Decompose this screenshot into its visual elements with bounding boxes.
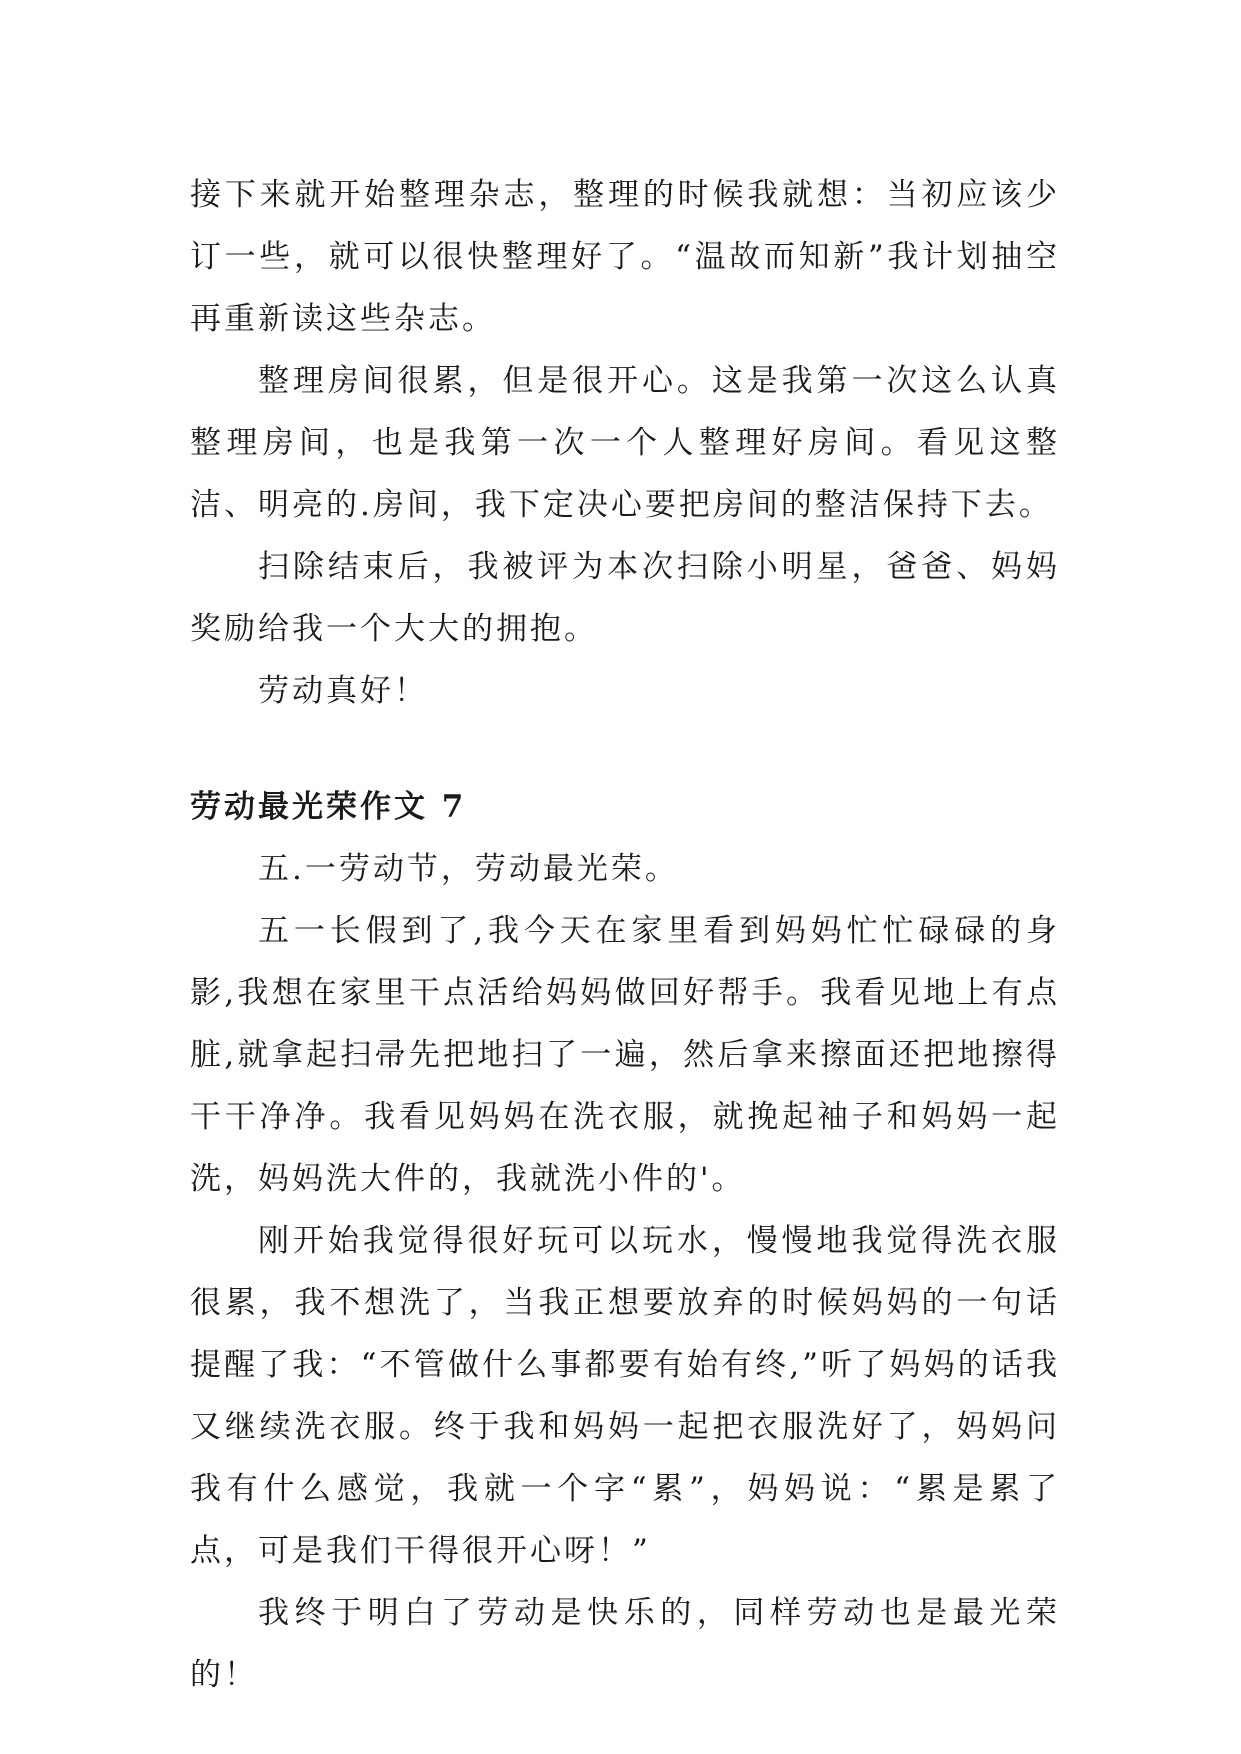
paragraph-magazines: 接下来就开始整理杂志，整理的时候我就想：当初应该少订一些，就可以很快整理好了。“温故而知新”我计划抽空再重新读这些杂志。 [190,177,1060,337]
paragraph-cleaning-star: 扫除结束后，我被评为本次扫除小明星，爸爸、妈妈奖励给我一个大大的拥抱。 [190,549,1060,647]
paragraph-room-tidy: 整理房间很累，但是很开心。这是我第一次这么认真整理房间，也是我第一次一个人整理好房间。看见这整洁、明亮的.房间，我下定决心要把房间的整洁保持下去。 [190,363,1060,523]
paragraph-conclusion: 我终于明白了劳动是快乐的，同样劳动也是最光荣的！ [190,1595,1060,1693]
paragraph-may-day: 五.一劳动节，劳动最光荣。 [258,851,679,887]
paragraph-helping-mom: 五一长假到了,我今天在家里看到妈妈忙忙碌碌的身影,我想在家里干点活给妈妈做回好帮手。我看见地上有点脏,就拿起扫帚先把地扫了一遍，然后拿来擦面还把地擦得干干净净。我看见妈妈在洗衣服，就挽起袖子和妈妈一起洗，妈妈洗大件的，我就洗小件的'。 [190,913,1060,1197]
document-body [190,164,1060,1706]
paragraph-washing-clothes: 刚开始我觉得很好玩可以玩水，慢慢地我觉得洗衣服很累，我不想洗了，当我正想要放弃的时候妈妈的一句话提醒了我：“不管做什么事都要有始有终,”听了妈妈的话我又继续洗衣服。终于我和妈妈一起把衣服洗好了，妈妈问我有什么感觉，我就一个字“累”，妈妈说：“累是累了点，可是我们干得很开心呀！” [190,1223,1060,1569]
section-title: 劳动最光荣作文 7 [190,789,467,825]
paragraph-labor-good: 劳动真好！ [258,673,428,709]
